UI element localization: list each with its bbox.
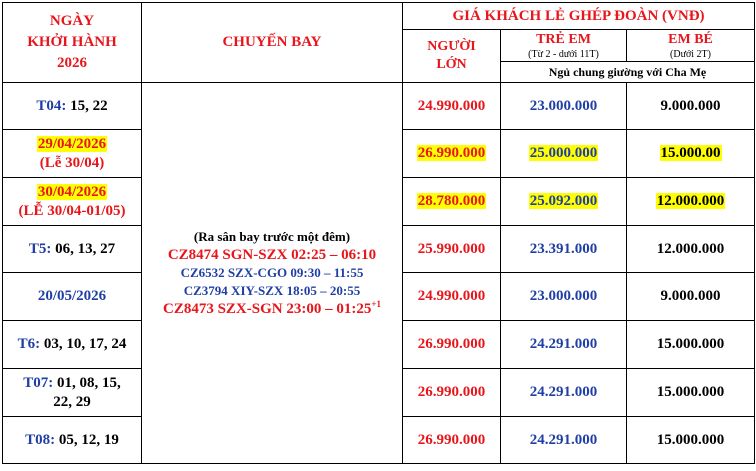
infant-header-label: EM BÉ	[668, 31, 713, 47]
infant-header	[627, 30, 755, 62]
departure-date-header-line2: KHỞI HÀNH	[27, 34, 117, 50]
departure-date-header	[3, 3, 142, 83]
child-price	[501, 178, 627, 226]
adult-price: 26.990.000	[403, 417, 501, 464]
day-list: 03, 10, 17, 24	[40, 336, 127, 352]
child-price: 23.000.000	[501, 273, 627, 321]
departure-date	[3, 417, 142, 464]
month-label: T07:	[23, 374, 54, 391]
infant-price: 12.000.000	[627, 226, 755, 273]
child-price: 23.000.000	[501, 83, 627, 130]
adult-header-line1: NGƯỜI	[427, 39, 476, 54]
holiday-date: 30/04/2026	[37, 183, 107, 200]
next-day-marker: +1	[371, 299, 381, 309]
month-label: T04:	[36, 97, 67, 114]
child-price-value: 25.000.000	[529, 145, 598, 161]
infant-age-range: (Dưới 2T)	[670, 48, 711, 60]
day-list: 01, 08, 15,	[53, 374, 121, 391]
tour-price-table	[2, 2, 755, 464]
infant-price: 9.000.000	[627, 273, 755, 321]
holiday-label: (Lễ 30/04)	[39, 154, 105, 171]
month-label: T6:	[17, 336, 41, 352]
table-row	[3, 83, 755, 130]
departure-date	[3, 130, 142, 178]
child-age-range: (Từ 2 - dưới 11T)	[528, 48, 599, 60]
infant-price	[627, 130, 755, 178]
airport-note: (Ra sân bay trước một đêm)	[193, 229, 351, 244]
infant-price: 9.000.000	[627, 83, 755, 130]
day-list: 15, 22	[66, 97, 108, 114]
departure-date-header-year: 2026	[57, 55, 87, 71]
day-list: 05, 12, 19	[55, 431, 119, 448]
adult-header-line2: LỚN	[436, 57, 467, 72]
price-group-header: GIÁ KHÁCH LẺ GHÉP ĐOÀN (VNĐ)	[403, 3, 755, 30]
departure-date	[3, 321, 142, 369]
infant-price: 15.000.000	[627, 417, 755, 464]
adult-price-value: 28.780.000	[417, 193, 486, 209]
adult-price	[403, 178, 501, 226]
infant-price	[627, 178, 755, 226]
adult-price: 25.990.000	[403, 226, 501, 273]
adult-price: 24.990.000	[403, 273, 501, 321]
child-price: 24.291.000	[501, 417, 627, 464]
flight-schedule	[142, 83, 403, 464]
child-price: 24.291.000	[501, 321, 627, 369]
child-price	[501, 130, 627, 178]
adult-header	[403, 30, 501, 83]
departure-date	[3, 83, 142, 130]
infant-price: 15.000.000	[627, 321, 755, 369]
adult-price	[403, 130, 501, 178]
infant-price-value: 15.000.00	[660, 145, 721, 161]
flight-cz6532: CZ6532 SZX-CGO 09:30 – 11:55	[180, 265, 364, 280]
flight-cz3794: CZ3794 XIY-SZX 18:05 – 20:55	[183, 283, 361, 298]
departure-date	[3, 226, 142, 273]
holiday-label: (LỄ 30/04-01/05)	[18, 202, 126, 219]
flight-cz8473	[142, 300, 402, 318]
child-price-value: 25.092.000	[529, 193, 598, 209]
departure-date	[3, 178, 142, 226]
holiday-date: 29/04/2026	[37, 135, 107, 152]
child-header	[501, 30, 627, 62]
departure-date: 20/05/2026	[3, 273, 142, 321]
infant-price-value: 12.000.000	[656, 193, 725, 209]
day-list: 06, 13, 27	[51, 240, 116, 257]
flight-cz8473-text: CZ8473 SZX-SGN 23:00 – 01:25	[163, 301, 372, 317]
child-header-label: TRẺ EM	[536, 31, 591, 47]
infant-price: 15.000.000	[627, 369, 755, 417]
month-label: T5:	[28, 240, 52, 257]
adult-price-value: 26.990.000	[417, 145, 486, 161]
shared-bed-note: Ngủ chung giường với Cha Mẹ	[501, 62, 755, 83]
child-price: 24.291.000	[501, 369, 627, 417]
month-label: T08:	[25, 431, 56, 448]
flight-cz8474: CZ8474 SGN-SZX 02:25 – 06:10	[167, 247, 377, 263]
adult-price: 24.990.000	[403, 83, 501, 130]
adult-price: 26.990.000	[403, 369, 501, 417]
day-list-continued: 22, 29	[53, 393, 91, 410]
child-price: 23.391.000	[501, 226, 627, 273]
adult-price: 26.990.000	[403, 321, 501, 369]
flight-header: CHUYẾN BAY	[142, 3, 403, 83]
departure-date-header-line1: NGÀY	[49, 13, 95, 29]
departure-date	[3, 369, 142, 417]
